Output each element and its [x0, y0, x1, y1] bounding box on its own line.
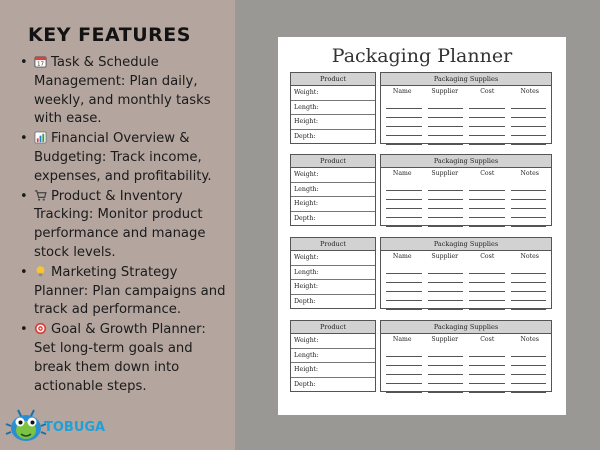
col-notes: Notes [520, 253, 539, 260]
supplies-header: Packaging Supplies [381, 73, 551, 86]
height-row: Height: [291, 280, 375, 295]
supplies-header: Packaging Supplies [381, 155, 551, 168]
col-notes: Notes [520, 336, 539, 343]
feature-text: Goal & Growth Planner: Set long-term goals and break them down into actionable steps. [34, 322, 206, 394]
feature-item: • Product & Inventory Tracking: Monitor product performance and manage stock levels. [20, 188, 206, 260]
feature-text: Product & Inventory Tracking: Monitor product performance and manage stock levels. [34, 188, 206, 260]
col-notes: Notes [520, 170, 539, 177]
supply-columns [381, 334, 551, 346]
weight-row: Weight: [291, 251, 375, 266]
length-row: Length: [291, 349, 375, 364]
col-name: Name [392, 88, 412, 95]
light-bulb-icon [34, 265, 47, 278]
col-cost: Cost [480, 253, 495, 260]
feature-item: • Goal & Growth Planner: Set long-term goals and break them down into actionable steps. [20, 322, 206, 394]
feature-text: Marketing Strategy Planner: Plan campaigns and track ad performance. [34, 264, 226, 318]
planner-block [290, 237, 552, 309]
product-table [290, 154, 376, 226]
features-list [14, 54, 230, 397]
product-table [290, 72, 376, 144]
col-name: Name [392, 336, 412, 343]
col-name: Name [392, 170, 412, 177]
supplies-header: Packaging Supplies [381, 238, 551, 251]
supplies-table [380, 320, 552, 392]
logo-text: TOBUGA [44, 420, 106, 435]
height-row: Height: [291, 363, 375, 378]
product-header: Product [291, 155, 375, 168]
weight-row: Weight: [291, 168, 375, 183]
supplies-table [380, 237, 552, 309]
col-supplier: Supplier [431, 88, 459, 95]
shopping-cart-icon [34, 189, 47, 202]
supply-entry-lines [381, 263, 551, 310]
planner-page [278, 37, 566, 415]
length-row: Length: [291, 101, 375, 116]
depth-row: Depth: [294, 214, 316, 222]
depth-row: Depth: [294, 380, 316, 388]
supply-entry-lines [381, 98, 551, 145]
calendar-icon [34, 55, 47, 68]
supply-columns [381, 251, 551, 263]
col-cost: Cost [480, 88, 495, 95]
features-panel [0, 0, 235, 450]
col-cost: Cost [480, 336, 495, 343]
length-row: Length: [291, 266, 375, 281]
feature-text: Financial Overview & Budgeting: Track income, expenses, and profitability. [34, 131, 212, 184]
planner-block [290, 320, 552, 392]
supply-entry-lines [381, 346, 551, 393]
features-heading: KEY FEATURES [28, 24, 191, 46]
feature-item: • Marketing Strategy Planner: Plan campaigns and track ad performance. [20, 264, 226, 318]
target-icon [34, 322, 47, 335]
feature-item: • 17 Task & Schedule Management: Plan daily, weekly, and monthly tasks with ease. [20, 55, 211, 127]
supply-columns [381, 86, 551, 98]
product-header: Product [291, 321, 375, 334]
depth-row: Depth: [294, 297, 316, 305]
weight-row: Weight: [291, 86, 375, 101]
col-supplier: Supplier [431, 253, 459, 260]
svg-text:17: 17 [36, 61, 45, 68]
supply-entry-lines [381, 180, 551, 227]
supplies-header: Packaging Supplies [381, 321, 551, 334]
supply-columns [381, 168, 551, 180]
planner-block [290, 72, 552, 144]
bar-chart-icon [34, 131, 47, 144]
depth-row: Depth: [294, 132, 316, 140]
product-table [290, 320, 376, 392]
product-table [290, 237, 376, 309]
height-row: Height: [291, 197, 375, 212]
supplies-table [380, 72, 552, 144]
col-notes: Notes [520, 88, 539, 95]
height-row: Height: [291, 115, 375, 130]
col-supplier: Supplier [431, 336, 459, 343]
weight-row: Weight: [291, 334, 375, 349]
product-header: Product [291, 238, 375, 251]
supplies-table [380, 154, 552, 226]
col-cost: Cost [480, 170, 495, 177]
length-row: Length: [291, 183, 375, 198]
col-supplier: Supplier [431, 170, 459, 177]
planner-block [290, 154, 552, 226]
planner-title: Packaging Planner [331, 45, 513, 67]
feature-item: • Financial Overview & Budgeting: Track income, expenses, and profitability. [20, 131, 212, 184]
feature-text: Task & Schedule Management: Plan daily, weekly, and monthly tasks with ease. [34, 55, 211, 127]
col-name: Name [392, 253, 412, 260]
product-header: Product [291, 73, 375, 86]
